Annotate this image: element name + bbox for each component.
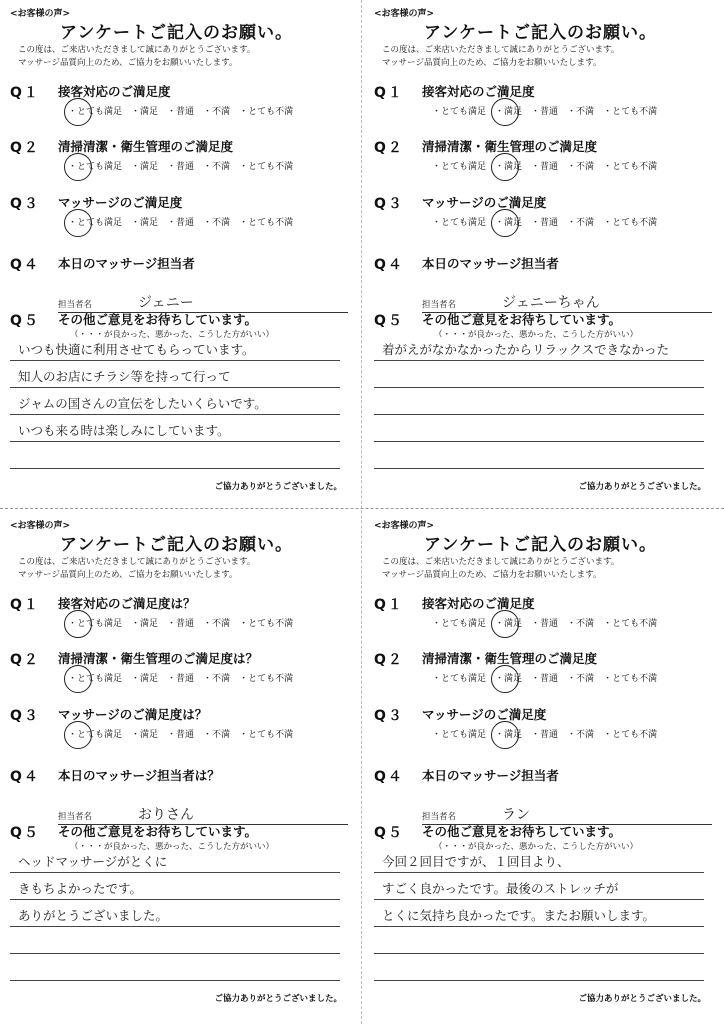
intro-line-2: マッサージ品質向上のため、ご協力をお願いいたします。 [382, 570, 602, 580]
question-text: 清掃清潔・衛生管理のご満足度は？ [58, 651, 259, 666]
question-number: Q２ [374, 140, 404, 156]
question-number: Q１ [10, 85, 40, 101]
card-title: アンケートご記入のお願い。 [60, 535, 293, 555]
question-text: 接客対応のご満足度 [422, 84, 535, 99]
question-4 [374, 766, 714, 821]
comment-text: 知人のお店にチラシ等を持って行って [18, 369, 231, 384]
comment-line[interactable] [374, 846, 704, 873]
intro-line-2: マッサージ品質向上のため、ご協力をお願いいたします。 [18, 58, 238, 68]
card-intro [382, 44, 619, 70]
rating-option[interactable]: ・とても満足 [432, 674, 487, 684]
question-text: マッサージのご満足度 [58, 195, 183, 210]
rating-option[interactable]: ・普通 [167, 162, 195, 172]
question-2 [374, 649, 714, 704]
rating-option[interactable]: ・とても不満 [603, 162, 658, 172]
rating-option[interactable]: ・とても満足 [432, 619, 487, 629]
intro-line-1: この度は、ご来店いただきまして誠にありがとうございます。 [18, 45, 256, 55]
comment-text: ヘッドマッサージがとくに [18, 854, 168, 869]
comment-text: いつも快適に利用させてもらっています。 [18, 342, 255, 357]
rating-option[interactable]: ・普通 [531, 674, 559, 684]
question-number: Q５ [374, 313, 404, 329]
question-text: 本日のマッサージ担当者 [58, 256, 195, 271]
intro-line-2: マッサージ品質向上のため、ご協力をお願いいたします。 [18, 570, 238, 580]
person-name: ジェニー [138, 295, 194, 311]
rating-option[interactable]: ・満足 [495, 104, 522, 117]
rating-option[interactable]: ・とても不満 [603, 107, 658, 117]
question-text: 清掃清潔・衛生管理のご満足度 [422, 651, 598, 666]
question-1 [10, 82, 350, 137]
comment-line[interactable] [374, 927, 704, 954]
comment-line[interactable] [374, 954, 704, 981]
question-text: マッサージのご満足度 [422, 195, 547, 210]
rating-option[interactable]: ・とても不満 [603, 619, 658, 629]
rating-options [68, 104, 302, 117]
comment-text: ありがとうございました。 [18, 908, 169, 923]
rating-options [432, 104, 666, 117]
rating-option[interactable]: ・普通 [531, 218, 559, 228]
thanks-text: ご協力ありがとうございました。 [578, 994, 706, 1004]
question-text: 接客対応のご満足度 [58, 84, 171, 99]
rating-option[interactable]: ・不満 [567, 619, 595, 629]
survey-card [6, 4, 354, 504]
rating-option[interactable]: ・とても満足 [432, 107, 487, 117]
comment-line[interactable] [10, 873, 340, 900]
rating-options [68, 159, 302, 172]
intro-line-1: この度は、ご来店いただきまして誠にありがとうございます。 [18, 557, 256, 567]
comment-text: とくに気持ち良かったです。またお願いします。 [382, 908, 656, 923]
rating-option[interactable]: ・不満 [567, 107, 595, 117]
question-number: Q４ [374, 257, 404, 273]
rating-option[interactable]: ・とても満足 [432, 218, 487, 228]
person-label: 担当者名 [422, 300, 457, 310]
comment-text: すごく良かったです。最後のストレッチが [382, 881, 619, 896]
rating-option[interactable]: ・満足 [495, 616, 522, 629]
rating-option[interactable]: ・満足 [131, 674, 159, 684]
rating-option[interactable]: ・普通 [167, 107, 195, 117]
question-text: マッサージのご満足度 [422, 707, 547, 722]
rating-option[interactable]: ・とても満足 [432, 730, 487, 740]
rating-option[interactable]: ・普通 [167, 730, 195, 740]
question-text: 本日のマッサージ担当者 [422, 768, 559, 783]
rating-option[interactable]: ・普通 [531, 162, 559, 172]
comment-line[interactable] [374, 900, 704, 927]
card-intro [382, 556, 619, 582]
comment-line[interactable] [10, 442, 340, 469]
question-number: Q３ [374, 708, 404, 724]
question-number: Q５ [10, 825, 40, 841]
question-number: Q１ [374, 597, 404, 613]
comment-line[interactable] [374, 334, 704, 361]
thanks-text: ご協力ありがとうございました。 [214, 482, 342, 492]
comment-line[interactable] [10, 927, 340, 954]
rating-option[interactable]: ・満足 [495, 215, 522, 228]
comment-line[interactable] [374, 361, 704, 388]
question-hint: （・・・が良かった、悪かった、こうした方がいい） [434, 330, 639, 340]
thanks-text: ご協力ありがとうございました。 [214, 994, 342, 1004]
rating-option[interactable]: ・不満 [203, 107, 231, 117]
survey-card [6, 516, 354, 1016]
question-text: その他ご意見をお待ちしています。 [58, 312, 258, 327]
person-label: 担当者名 [422, 812, 457, 822]
question-text: その他ご意見をお待ちしています。 [422, 824, 622, 839]
question-text: 接客対応のご満足度は？ [58, 596, 196, 611]
rating-options [68, 215, 302, 228]
question-text: 清掃清潔・衛生管理のご満足度 [58, 139, 234, 154]
rating-option[interactable]: ・とても不満 [239, 218, 294, 228]
question-number: Q１ [374, 85, 404, 101]
question-3 [10, 193, 350, 248]
rating-option[interactable]: ・不満 [567, 162, 595, 172]
card-header-label: <お客様の声> [374, 9, 435, 19]
rating-option[interactable]: ・不満 [203, 619, 231, 629]
rating-option[interactable]: ・不満 [567, 730, 595, 740]
question-2 [10, 649, 350, 704]
rating-options [432, 727, 666, 740]
rating-options [68, 616, 302, 629]
rating-option[interactable]: ・満足 [495, 727, 522, 740]
person-label: 担当者名 [58, 812, 93, 822]
comment-line[interactable] [374, 388, 704, 415]
question-text: その他ご意見をお待ちしています。 [422, 312, 622, 327]
rating-option[interactable]: ・とても満足 [68, 671, 122, 684]
rating-option[interactable]: ・普通 [531, 619, 559, 629]
rating-option[interactable]: ・とても不満 [603, 218, 658, 228]
card-intro [18, 44, 255, 70]
rating-options [432, 671, 666, 684]
comment-text: 着がえがなかなかったからリラックスできなかった [382, 342, 670, 357]
card-title: アンケートご記入のお願い。 [424, 23, 657, 43]
rating-option[interactable]: ・満足 [131, 218, 159, 228]
cut-line-vertical [361, 0, 362, 1024]
rating-option[interactable]: ・普通 [167, 619, 195, 629]
rating-option[interactable]: ・満足 [131, 730, 159, 740]
comment-line[interactable] [374, 415, 704, 442]
comment-line[interactable] [374, 442, 704, 469]
survey-card [370, 516, 718, 1016]
rating-option[interactable]: ・不満 [567, 674, 595, 684]
card-intro [18, 556, 255, 582]
rating-option[interactable]: ・普通 [167, 674, 195, 684]
comment-line[interactable] [10, 415, 340, 442]
question-number: Q４ [374, 769, 404, 785]
question-3 [10, 705, 350, 760]
rating-option[interactable]: ・普通 [531, 107, 559, 117]
rating-option[interactable]: ・とても不満 [239, 730, 294, 740]
rating-option[interactable]: ・とても不満 [239, 162, 294, 172]
rating-option[interactable]: ・不満 [203, 730, 231, 740]
question-3 [374, 193, 714, 248]
question-text: 本日のマッサージ担当者 [422, 256, 559, 271]
rating-option[interactable]: ・満足 [131, 107, 159, 117]
question-number: Q２ [10, 652, 40, 668]
comment-line[interactable] [10, 334, 340, 361]
question-number: Q４ [10, 769, 40, 785]
comment-line[interactable] [374, 873, 704, 900]
rating-options [68, 671, 302, 684]
intro-line-1: この度は、ご来店いただきまして誠にありがとうございます。 [382, 557, 620, 567]
rating-option[interactable]: ・とても不満 [603, 674, 658, 684]
person-name: ジェニーちゃん [502, 295, 600, 311]
comment-line[interactable] [10, 846, 340, 873]
rating-option[interactable]: ・とても不満 [239, 107, 294, 117]
comment-text: いつも来る時は楽しみにしています。 [18, 423, 230, 438]
question-1 [374, 594, 714, 649]
comment-line[interactable] [10, 954, 340, 981]
comment-lines [374, 334, 704, 469]
rating-option[interactable]: ・とても満足 [68, 215, 122, 228]
comment-text: ジャムの国さんの宣伝をしたいくらいです。 [18, 396, 267, 411]
question-2 [374, 137, 714, 192]
rating-option[interactable]: ・不満 [203, 674, 231, 684]
person-name: おりさん [138, 807, 194, 823]
question-hint: （・・・が良かった、悪かった、こうした方がいい） [70, 330, 275, 340]
rating-option[interactable]: ・とても満足 [68, 104, 122, 117]
thanks-text: ご協力ありがとうございました。 [578, 482, 706, 492]
rating-option[interactable]: ・普通 [531, 730, 559, 740]
question-number: Q５ [374, 825, 404, 841]
question-4 [374, 254, 714, 309]
question-number: Q３ [10, 708, 40, 724]
question-number: Q２ [374, 652, 404, 668]
comment-text: きもちよかったです。 [18, 881, 143, 896]
rating-option[interactable]: ・とても満足 [432, 162, 487, 172]
question-number: Q３ [374, 196, 404, 212]
question-text: 接客対応のご満足度 [422, 596, 535, 611]
rating-options [432, 215, 666, 228]
comment-line[interactable] [10, 361, 340, 388]
rating-option[interactable]: ・とても満足 [68, 727, 122, 740]
comment-lines [10, 334, 340, 469]
question-text: マッサージのご満足度は？ [58, 707, 208, 722]
rating-options [68, 727, 302, 740]
rating-options [432, 616, 666, 629]
rating-option[interactable]: ・不満 [203, 218, 231, 228]
question-hint: （・・・が良かった、悪かった、こうした方がいい） [70, 842, 275, 852]
rating-option[interactable]: ・とても満足 [68, 616, 122, 629]
rating-option[interactable]: ・満足 [131, 162, 159, 172]
rating-options [432, 159, 666, 172]
intro-line-1: この度は、ご来店いただきまして誠にありがとうございます。 [382, 45, 620, 55]
rating-option[interactable]: ・普通 [167, 218, 195, 228]
rating-option[interactable]: ・不満 [203, 162, 231, 172]
question-text: 清掃清潔・衛生管理のご満足度 [422, 139, 598, 154]
question-2 [10, 137, 350, 192]
question-hint: （・・・が良かった、悪かった、こうした方がいい） [434, 842, 639, 852]
question-number: Q４ [10, 257, 40, 273]
question-text: その他ご意見をお待ちしています。 [58, 824, 258, 839]
question-number: Q３ [10, 196, 40, 212]
comment-lines [10, 846, 340, 981]
rating-option[interactable]: ・満足 [131, 619, 159, 629]
question-3 [374, 705, 714, 760]
card-header-label: <お客様の声> [10, 9, 71, 19]
rating-option[interactable]: ・とても不満 [239, 619, 294, 629]
rating-option[interactable]: ・満足 [495, 671, 522, 684]
person-name: ラン [502, 807, 530, 823]
cut-line-horizontal [0, 508, 724, 509]
question-4 [10, 766, 350, 821]
survey-card [370, 4, 718, 504]
person-label: 担当者名 [58, 300, 93, 310]
question-1 [374, 82, 714, 137]
rating-option[interactable]: ・とても不満 [603, 730, 658, 740]
rating-option[interactable]: ・とても満足 [68, 159, 122, 172]
question-number: Q１ [10, 597, 40, 613]
card-title: アンケートご記入のお願い。 [424, 535, 657, 555]
question-4 [10, 254, 350, 309]
question-number: Q５ [10, 313, 40, 329]
card-header-label: <お客様の声> [10, 521, 71, 531]
rating-option[interactable]: ・不満 [567, 218, 595, 228]
comment-text: 今回２回目ですが、１回目より、 [382, 854, 570, 869]
comment-line[interactable] [10, 900, 340, 927]
rating-option[interactable]: ・満足 [495, 159, 522, 172]
comment-lines [374, 846, 704, 981]
question-number: Q２ [10, 140, 40, 156]
card-title: アンケートご記入のお願い。 [60, 23, 293, 43]
question-1 [10, 594, 350, 649]
intro-line-2: マッサージ品質向上のため、ご協力をお願いいたします。 [382, 58, 602, 68]
question-text: 本日のマッサージ担当者は？ [58, 768, 220, 783]
card-header-label: <お客様の声> [374, 521, 435, 531]
rating-option[interactable]: ・とても不満 [239, 674, 294, 684]
comment-line[interactable] [10, 388, 340, 415]
